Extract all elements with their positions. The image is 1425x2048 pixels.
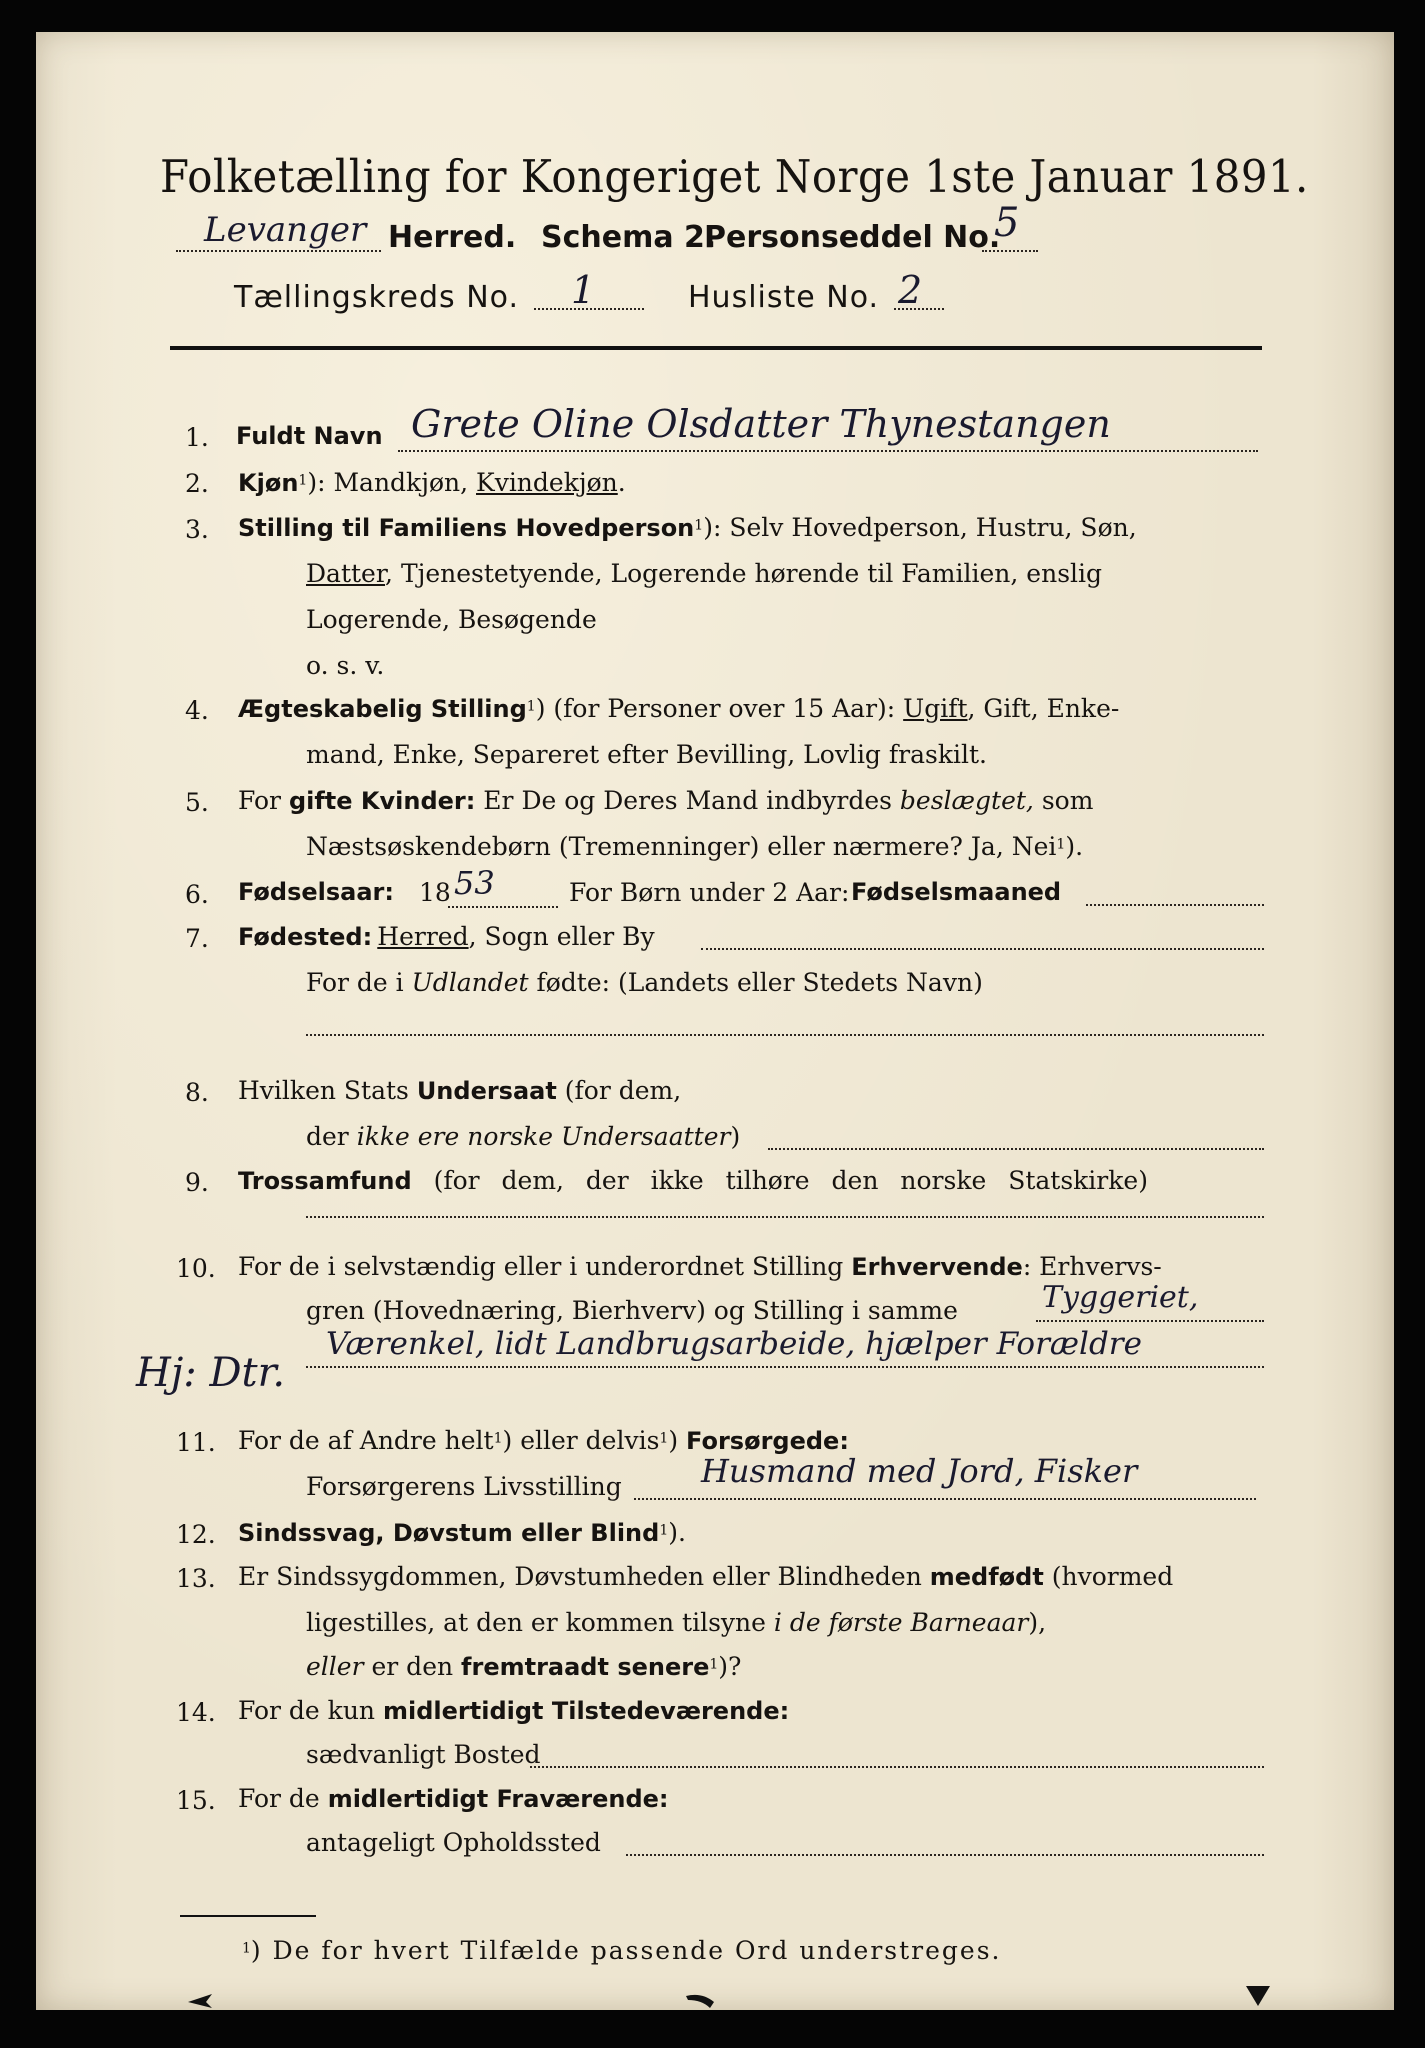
q9-label: Trossamfund [238,1167,412,1195]
footnote-text: ) De for hvert Tilfælde passende Ord understreges. [250,1936,1002,1965]
q13-line2-italic: i de første Barneaar [773,1608,1029,1637]
q8-text-c: (for dem, [556,1076,682,1105]
q3-line4: o. s. v. [306,651,385,680]
q11-line1 [238,1426,849,1455]
q13-line1 [238,1562,1173,1591]
item-number-14: 14. [176,1698,216,1727]
q10-dotted-line-1 [1036,1320,1264,1322]
personseddel-label: Personseddel No. [704,220,1001,255]
q5-end: ). [1065,832,1084,861]
herred-label: Herred. [388,220,517,255]
header-rule [170,346,1262,350]
q1-label: Fuldt Navn [236,422,383,450]
herred-dotted-line [176,250,381,252]
q5-text-e: som [1033,786,1094,815]
q4-line1 [238,694,1119,723]
q7-label: Fødested: [238,923,373,951]
q5-gifte-kvinder: gifte Kvinder: [288,787,476,815]
footnote-sup: 1 [242,1940,251,1957]
q10-handwritten-1: Tyggeriet, [1042,1280,1199,1315]
q8-dotted-line [768,1148,1264,1150]
q5-text-c: Er De og Deres Mand indbyrdes [475,786,900,815]
q11-forsorgede: Forsørgede: [686,1427,849,1455]
q2-kvindekjon-underlined: Kvindekjøn [476,468,618,497]
q10-line1 [238,1252,1162,1281]
q15-line2: antageligt Opholdssted [306,1828,601,1857]
q2-text-a: ): Mandkjøn, [307,468,477,497]
q8-line2-italic: ikke ere norske Undersaatter [356,1122,731,1151]
q7-text-b: , Sogn eller By [468,922,655,951]
q11-handwritten: Husmand med Jord, Fisker [701,1452,1138,1490]
q8-line1 [238,1076,681,1105]
schema-label: Schema 2. [541,220,717,255]
q11-sup-1: 1 [493,1430,503,1447]
q10-line2: gren (Hovednæring, Bierhverv) og Stilling i samme [306,1296,958,1325]
q3-datter-underlined: Datter [306,559,386,588]
q13-text-a: Er Sindssygdommen, Døvstumheden eller Blindheden [238,1562,930,1591]
q15-dotted-line [626,1854,1264,1856]
q13-line2-a: ligestilles, at den er kommen tilsyne [306,1608,774,1637]
q4-text-c: , Gift, Enke- [967,694,1120,723]
q7-answer-line [306,1034,1264,1036]
q10-handwritten-2: Værenkel, lidt Landbrugsarbeide, hjælper Forældre [326,1326,1142,1362]
q7-dotted-line [701,948,1264,950]
q13-fremtraadt: fremtraadt senere [461,1653,710,1681]
q13-medfodt: medfødt [929,1563,1044,1591]
item-number-11: 11. [176,1428,216,1457]
personseddel-dotted-line [982,250,1038,252]
q13-line2 [306,1608,1046,1637]
q11-dotted-line [634,1498,1256,1500]
q13-eller: eller [306,1652,364,1681]
q3-label: Stilling til Familiens Hovedperson [238,514,695,542]
q10-text-c: : Erhvervs- [1022,1252,1162,1281]
q4-label: Ægteskabelig Stilling [238,695,527,723]
item-number-7: 7. [185,924,209,953]
kreds-label: Tællingskreds No. [234,280,519,315]
footnote-rule [180,1915,316,1917]
q3-line2 [306,559,1102,588]
herred-value: Levanger [204,210,367,250]
q5-line1 [238,786,1093,815]
q13-line3-b: er den [363,1652,462,1681]
census-form-page [36,32,1394,2010]
q9-text: (for dem, der ikke tilhøre den norske Statskirke) [411,1166,1148,1195]
q14-line2: sædvanligt Bosted [306,1740,541,1769]
form-title: Folketælling for Kongeriget Norge 1ste Januar 1891. [160,150,1309,203]
q15-bold: midlertidigt Fraværende: [327,1785,669,1813]
q4-sup: 1 [526,698,536,715]
q7-line2-a: For de i [306,968,412,997]
q9-answer-line [306,1216,1264,1218]
personseddel-value: 5 [994,200,1020,246]
q2-sup: 1 [298,472,308,489]
q6-year-value: 53 [454,864,495,902]
q13-line3 [306,1652,741,1681]
q13-line2-c: ), [1028,1608,1047,1637]
q6-label2: Fødselsmaaned [851,878,1062,906]
footnote [242,1936,1001,1965]
q12-label: Sindssvag, Døvstum eller Blind [238,1519,660,1547]
q15-text-a: For de [238,1784,328,1813]
q5-line2 [306,832,1083,861]
q11-text-c: ) [668,1426,687,1455]
item-number-13: 13. [176,1564,216,1593]
item-number-15: 15. [176,1786,216,1815]
kreds-value: 1 [571,268,596,312]
q6-month-dotted-line [1086,904,1264,906]
q15-line1 [238,1784,669,1813]
q14-line1 [238,1696,789,1725]
q14-text-a: For de kun [238,1696,383,1725]
q12-line [238,1518,686,1547]
q8-undersaat: Undersaat [416,1077,557,1105]
q8-line2-a: der [306,1122,357,1151]
q5-beslaegtet: beslægtet, [899,786,1034,815]
item-number-1: 1. [185,423,209,452]
q9-line [238,1166,1148,1195]
item-number-10: 10. [176,1254,216,1283]
q3-line1 [238,513,1137,542]
item-number-4: 4. [185,696,209,725]
q11-text-a: For de af Andre helt [238,1426,494,1455]
q3-line2-text: , Tjenestetyende, Logerende hørende til Familien, enslig [385,559,1103,588]
item-number-3: 3. [185,515,209,544]
q3-line3: Logerende, Besøgende [306,605,597,634]
q7-udlandet: Udlandet [411,968,529,997]
q4-line2: mand, Enke, Separeret efter Bevilling, Lovlig fraskilt. [306,740,987,769]
q2-text-c: . [617,468,626,497]
q1-dotted-line [398,450,1258,452]
q7-line2-c: fødte: (Landets eller Stedets Navn) [528,968,983,997]
item-number-12: 12. [176,1520,216,1549]
q13-end: )? [718,1652,742,1681]
q1-handwritten-name: Grete Oline Olsdatter Thynestangen [411,402,1111,446]
q11-sup-2: 1 [659,1430,669,1447]
q14-dotted-line [530,1766,1264,1768]
q7-line1 [238,922,655,951]
q6-label: Fødselsaar: [238,878,394,906]
q10-erhvervende: Erhvervende [851,1253,1023,1281]
q10-margin-note: Hj: Dtr. [136,1350,286,1396]
q8-text-a: Hvilken Stats [238,1076,417,1105]
q13-sup: 1 [709,1656,719,1673]
q5-sup: 1 [1056,836,1066,853]
q12-sup: 1 [659,1522,669,1539]
q7-herred-underlined: Herred [377,922,469,951]
husliste-value: 2 [898,268,923,312]
q13-text-c: (hvormed [1043,1562,1174,1591]
q11-text-b: ) eller delvis [502,1426,660,1455]
corner-mark-left-icon [186,1990,216,2010]
q6-year-dotted-line [448,906,558,908]
q12-end: ). [668,1518,686,1547]
q6-text: For Børn under 2 Aar: [569,878,850,907]
q5-line2-text: Næstsøskendebørn (Tremenninger) eller nærmere? Ja, Nei [306,832,1057,861]
q5-text-a: For [238,786,289,815]
q7-line2 [306,968,983,997]
q10-text-a: For de i selvstændig eller i underordnet Stilling [238,1252,852,1281]
q3-sup: 1 [694,517,704,534]
item-number-5: 5. [185,788,209,817]
item-number-9: 9. [185,1168,209,1197]
q14-bold: midlertidigt Tilstedeværende: [382,1697,790,1725]
q10-dotted-line-2 [306,1366,1264,1368]
q2-line [238,468,626,497]
q3-line1-text: ): Selv Hovedperson, Hustru, Søn, [703,513,1137,542]
q4-ugift-underlined: Ugift [903,694,968,723]
q11-line2: Forsørgerens Livsstilling [306,1472,622,1501]
corner-mark-right-icon [1244,1982,1272,2010]
item-number-8: 8. [185,1078,209,1107]
q8-line2 [306,1122,740,1151]
q4-text-a: ) (for Personer over 15 Aar): [535,694,904,723]
q6-prefix: 18 [419,878,451,907]
item-number-6: 6. [185,880,209,909]
corner-mark-center-icon [684,1990,724,2012]
husliste-label: Husliste No. [688,280,880,315]
q2-label: Kjøn [238,469,299,497]
q8-line2-c: ) [730,1122,741,1151]
item-number-2: 2. [185,469,209,498]
